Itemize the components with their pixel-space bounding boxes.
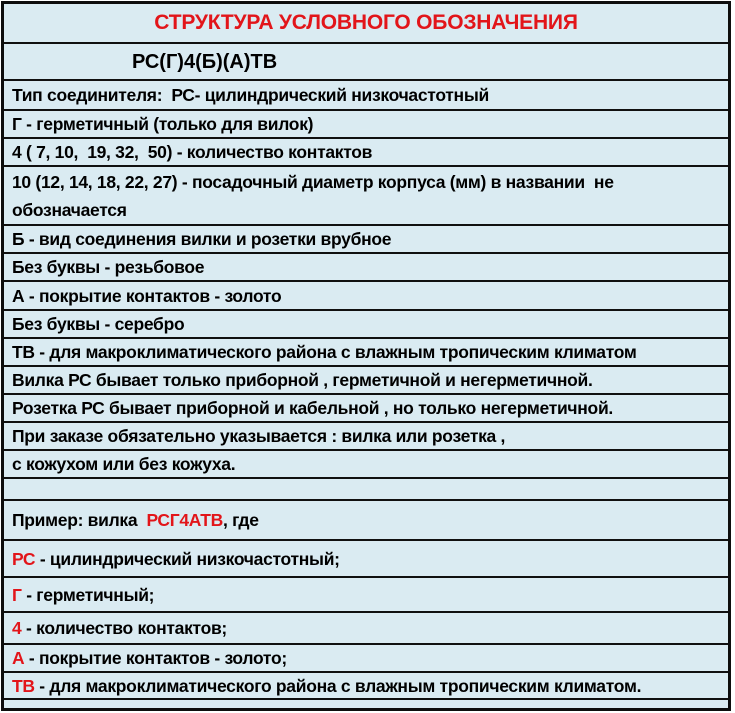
code-letters-red: 4 <box>12 618 22 638</box>
row-tropical-climate <box>4 339 728 367</box>
row-body-diameter <box>4 167 728 226</box>
row-connection-kind <box>4 226 728 254</box>
row-text: Г - герметичный (только для вилок) <box>12 114 314 134</box>
row-text: ТВ - для макроклиматического района с влажным тропическим климатом <box>12 342 637 362</box>
row-text: РС(Г)4(Б)(А)ТВ <box>132 50 278 73</box>
row-no-letter-threaded <box>4 254 728 282</box>
row-contact-count <box>4 139 728 167</box>
row-order-note-1 <box>4 423 728 451</box>
code-letters-red: ТВ <box>12 675 35 696</box>
code-letters-red: РСГ4АТВ <box>146 510 223 530</box>
row-no-letter-silver <box>4 311 728 339</box>
row-socket-note <box>4 395 728 423</box>
row-example <box>4 501 728 541</box>
row-example-a <box>4 645 728 673</box>
row-text: Тип соединителя: РС- цилиндрический низкочастотный <box>12 85 489 105</box>
row-text: - количество контактов; <box>21 618 227 638</box>
row-text: - для макроклиматического района с влажным тропическим климатом. <box>34 675 642 696</box>
designation-code-row <box>4 44 728 81</box>
row-text: Розетка РС бывает приборной и кабельной , но только негерметичной. <box>12 398 613 418</box>
row-example-tv <box>4 673 728 700</box>
row-coating-gold <box>4 282 728 311</box>
row-text: - цилиндрический низкочастотный; <box>35 548 340 569</box>
row-hermetic <box>4 111 728 139</box>
code-letters-red: А <box>12 648 25 668</box>
table-rows <box>4 4 728 708</box>
row-example-4 <box>4 613 728 645</box>
row-text: Вилка РС бывает только приборной , герметичной и негерметичной. <box>12 370 593 390</box>
row-text: - покрытие контактов - золото; <box>24 648 287 668</box>
row-text: с кожухом или без кожуха. <box>12 454 236 474</box>
row-text: Пример: вилка <box>12 510 147 530</box>
row-text: При заказе обязательно указывается : вилка или розетка , <box>12 426 506 446</box>
designation-structure-table <box>1 1 731 711</box>
row-text: 10 (12, 14, 18, 22, 27) - посадочный диаметр корпуса (мм) в названии не обозначается <box>12 171 619 220</box>
spacer-row <box>4 479 728 501</box>
row-text: - герметичный; <box>21 584 155 605</box>
code-letters-red: СТРУКТУРА УСЛОВНОГО ОБОЗНАЧЕНИЯ <box>154 11 578 34</box>
row-example-g <box>4 578 728 613</box>
row-text: , где <box>222 510 259 530</box>
code-letters-red: Г <box>12 584 22 605</box>
spacer-row-bottom <box>4 700 728 708</box>
row-text: Без буквы - резьбовое <box>12 257 205 277</box>
row-order-note-2 <box>4 451 728 479</box>
row-text: 4 ( 7, 10, 19, 32, 50) - количество контактов <box>12 142 373 162</box>
row-plug-note <box>4 367 728 395</box>
row-connector-type <box>4 81 728 111</box>
table-title <box>4 4 728 44</box>
row-text: Без буквы - серебро <box>12 314 185 334</box>
row-example-rs <box>4 541 728 578</box>
row-text: Б - вид соединения вилки и розетки врубное <box>12 229 392 249</box>
code-letters-red: РС <box>12 548 36 569</box>
row-text: А - покрытие контактов - золото <box>12 285 282 306</box>
